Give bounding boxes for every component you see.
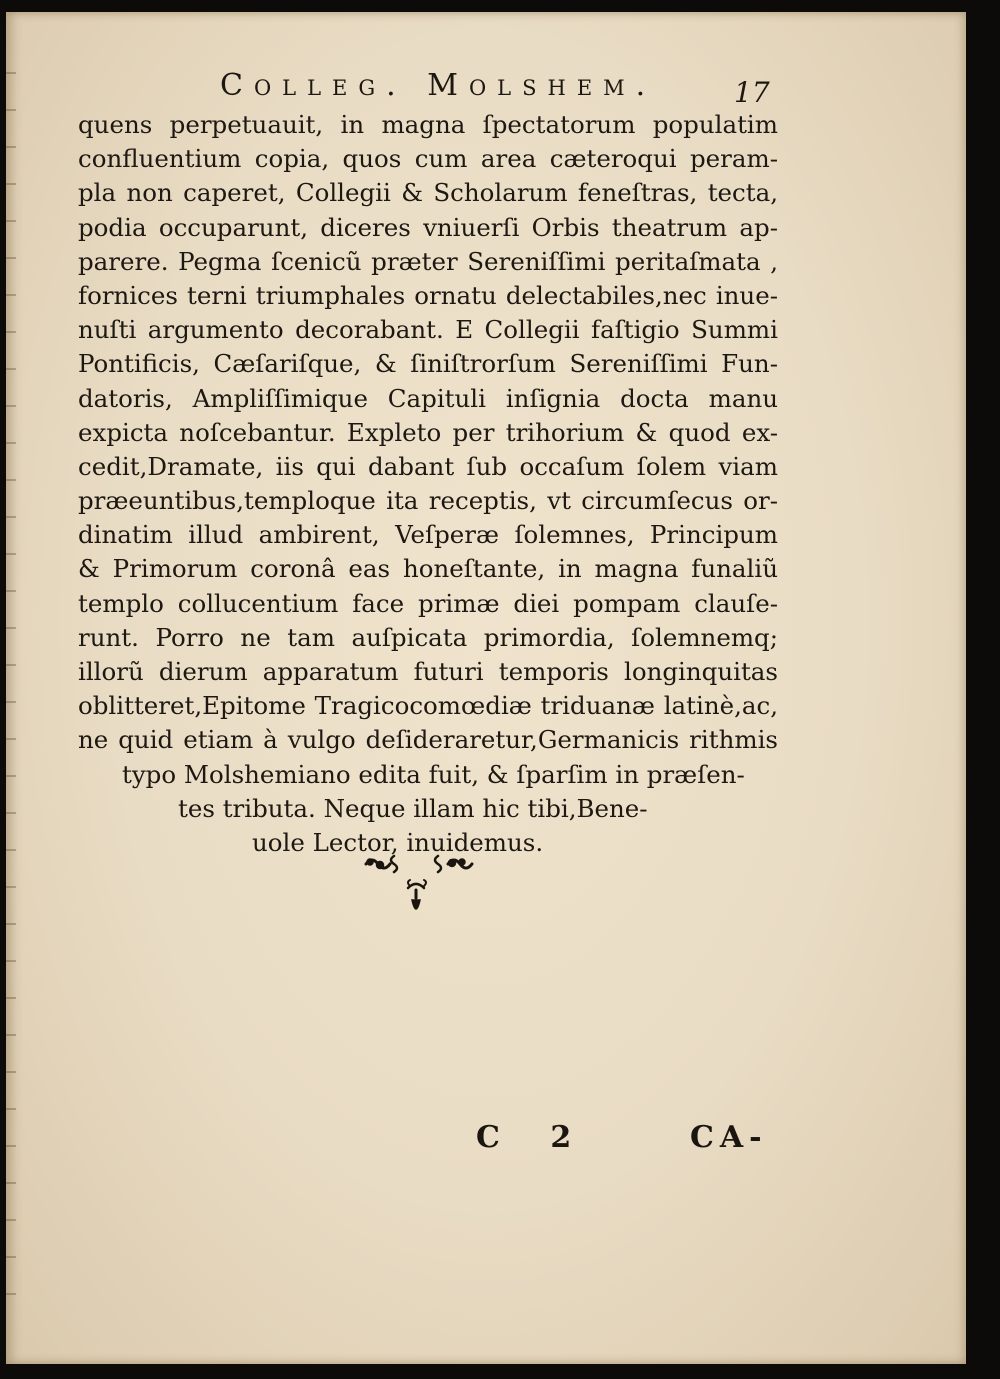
printers-ornament — [358, 848, 488, 928]
text-line: ne quid etiam à vulgo deſideraretur,Germanicis rithmis — [78, 725, 778, 755]
text-line: Pontificis, Cæſariſque, & ſiniſtrorſum Sereniſſimi Fun- — [78, 349, 778, 379]
text-line: præeuntibus,temploque ita receptis, vt circumſecus or- — [78, 486, 778, 516]
text-line: tes tributa. Neque illam hic tibi,Bene- — [178, 793, 648, 823]
text-line: cedit,Dramate, iis qui dabant ſub occaſum ſolem viam — [78, 451, 778, 481]
text-line: parere. Pegma ſcenicũ præter Sereniſſimi peritaſmata , — [78, 246, 778, 276]
text-line: runt. Porro ne tam auſpicata primordia, ſolemnemq; — [78, 622, 778, 652]
running-title: Colleg. Molshem. — [220, 68, 657, 103]
text-line: templo collucentium face primæ diei pompam clauſe- — [78, 588, 778, 618]
text-line: typo Molshemiano edita fuit, & ſparſim in præſen- — [122, 759, 745, 789]
text-line: & Primorum coronâ eas honeſtante, in magna funaliũ — [78, 554, 778, 584]
catchword: CA- — [690, 1120, 768, 1155]
text-line: pla non caperet, Collegii & Scholarum feneſtras, tecta, — [78, 178, 778, 208]
page-header — [6, 68, 966, 112]
text-line: datoris, Ampliſſimique Capituli inſignia docta manu — [78, 383, 778, 413]
text-line: dinatim illud ambirent, Veſperæ ſolemnes, Principum — [78, 520, 778, 550]
text-line: nuſti argumento decorabant. E Collegii faſtigio Summi — [78, 315, 778, 345]
text-line: oblitteret,Epitome Tragicocomœdiæ triduanæ latinè,ac, — [78, 691, 778, 721]
page-footer — [6, 1120, 966, 1160]
text-line: confluentium copia, quos cum area cæteroqui peram- — [78, 144, 778, 174]
text-line: illorũ dierum apparatum futuri temporis longinquitas — [78, 657, 778, 686]
body-text — [78, 108, 778, 860]
text-line: quens perpetuauit, in magna ſpectatorum populatim — [78, 110, 778, 139]
text-line: uole Lector, inuidemus. — [252, 827, 544, 857]
signature-mark: C 2 — [476, 1120, 592, 1155]
page-number: 17 — [734, 76, 770, 109]
text-line: podia occuparunt, diceres vniuerſi Orbis theatrum ap- — [78, 212, 778, 242]
text-line: expicta noſcebantur. Expleto per trihorium & quod ex- — [78, 417, 778, 447]
book-page — [6, 12, 966, 1364]
text-line: fornices terni triumphales ornatu delectabiles,nec inue- — [78, 280, 778, 310]
